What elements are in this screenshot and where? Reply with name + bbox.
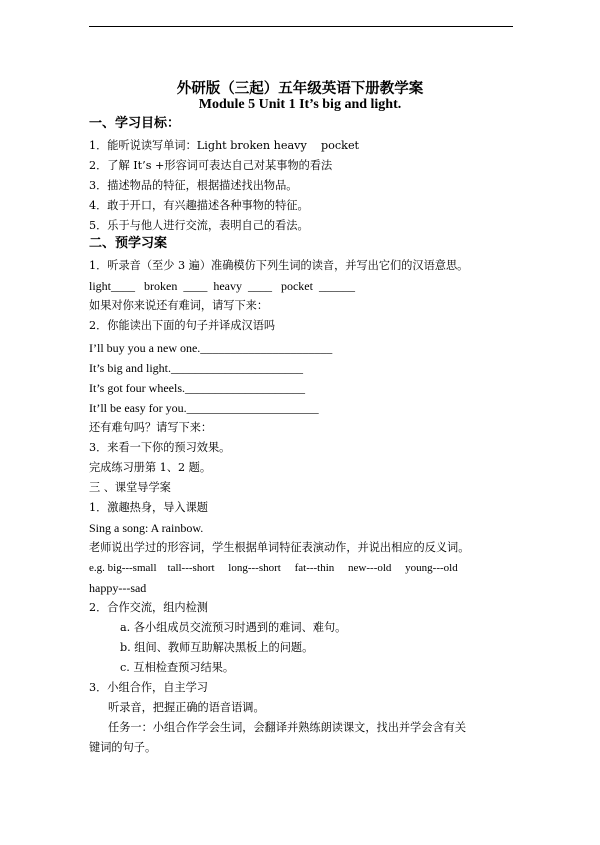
document-title: 外研版（三起）五年级英语下册教学案: [176, 80, 424, 97]
antonym-examples: e.g. big---small tall---short long---short fat---thin new---old young---old: [89, 562, 458, 574]
section-heading-classroom: 三 、课堂导学案: [89, 481, 171, 494]
preview-item: 如果对你来说还有难词，请写下来：: [89, 299, 269, 312]
classroom-item: 听录音，把握正确的语音语调。: [108, 701, 265, 714]
vocab-blanks: light____ broken ____ heavy ____ pocket ______: [89, 279, 355, 293]
preview-item: 完成练习册第 1、2 题。: [89, 461, 212, 474]
group-check-item: c. 互相检查预习结果。: [120, 661, 235, 674]
section-heading-objectives: 一、学习目标：: [89, 116, 181, 131]
objective-item: 2．了解 It’s +形容词可表达自己对某事物的看法: [89, 159, 333, 172]
top-rule: [89, 26, 513, 27]
preview-item: 3．来看一下你的预习效果。: [89, 441, 231, 454]
sentence-blank: I’ll buy you a new one.______________________: [89, 341, 333, 355]
preview-item: 2．你能读出下面的句子并译成汉语吗: [89, 319, 276, 332]
group-check-item: a. 各小组成员交流预习时遇到的难词、难句。: [120, 621, 347, 634]
sentence-blank: It’s got four wheels.____________________: [89, 381, 305, 395]
document-subtitle: Module 5 Unit 1 It’s big and light.: [198, 97, 402, 112]
section-heading-preview: 二、预学习案: [89, 236, 168, 251]
objective-item: 3．描述物品的特征，根据描述找出物品。: [89, 179, 298, 192]
classroom-item: 3．小组合作，自主学习: [89, 681, 208, 694]
task-one: 任务一：小组合作学会生词，会翻译并熟练朗读课文，找出并学会含有关: [108, 721, 467, 734]
classroom-item: 2．合作交流，组内检测: [89, 601, 208, 614]
preview-item: 还有难句吗？请写下来：: [89, 421, 213, 434]
objective-item: 5．乐于与他人进行交流，表明自己的看法。: [89, 219, 309, 232]
sentence-blank: It’s big and light.______________________: [89, 361, 303, 375]
antonym-examples: happy---sad: [89, 581, 147, 595]
classroom-item: 老师说出学过的形容词，学生根据单词特征表演动作，并说出相应的反义词。: [89, 541, 470, 554]
classroom-item: Sing a song: A rainbow.: [89, 521, 204, 535]
classroom-item: 1．激趣热身，导入课题: [89, 501, 208, 514]
preview-item: 1．听录音（至少 3 遍）准确模仿下列生词的读音，并写出它们的汉语意思。: [89, 259, 469, 272]
group-check-item: b. 组间、教师互助解决黑板上的问题。: [120, 641, 314, 654]
objective-item: 4．敢于开口，有兴趣描述各种事物的特征。: [89, 199, 309, 212]
sentence-blank: It’ll be easy for you.______________________: [89, 401, 319, 415]
task-one-continued: 键词的句子。: [89, 741, 157, 754]
objective-item: 1．能听说读写单词：Light broken heavy pocket: [89, 139, 360, 152]
